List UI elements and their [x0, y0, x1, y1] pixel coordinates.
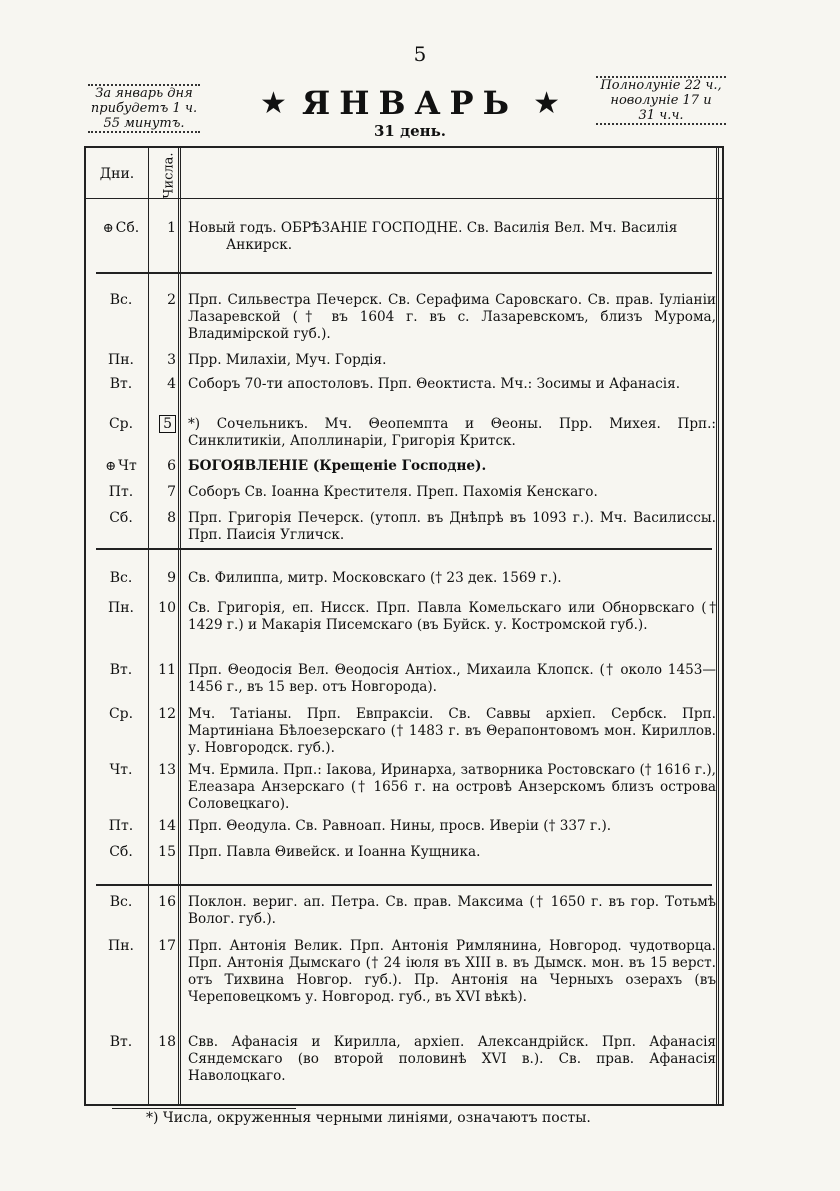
daylight-line-3: 55 минутъ. — [103, 116, 185, 131]
column-divider — [716, 148, 719, 1104]
wavy-rule-bottom — [596, 123, 726, 125]
date-number: 11 — [158, 662, 176, 678]
saints-text: Св. Филиппа, митр. Московскаго († 23 дек. 1569 г.). — [188, 570, 562, 586]
day-of-week: Сб. — [109, 510, 133, 526]
day-of-week — [94, 220, 148, 236]
date-number: 17 — [158, 938, 176, 954]
saints-text: БОГОЯВЛЕНІЕ (Крещеніе Господне). — [188, 458, 487, 474]
saints-text — [188, 220, 716, 254]
date-number: 3 — [167, 352, 176, 368]
wavy-rule-bottom — [88, 131, 200, 133]
day-of-week: Пт. — [108, 818, 134, 834]
daylight-line-1: За январь дня — [95, 86, 193, 101]
date-number: 16 — [158, 894, 176, 910]
day-of-week: Вс. — [109, 894, 133, 910]
page-number: 5 — [413, 42, 427, 66]
fast-day-number — [148, 416, 176, 432]
day-of-week: Вт. — [109, 376, 133, 392]
daylight-line-2: прибудетъ 1 ч. — [90, 101, 198, 116]
saints-text: Свв. Афанасія и Кирилла, архіеп. Александрійск. Прп. Афанасія Сяндемскаго (во второй половинѣ XVI в.). Св. прав. Афанасія Наволоцкаго. — [188, 1034, 716, 1084]
saints-line-continued: Анкирск. — [226, 237, 293, 253]
saints-text: *) Сочельникъ. Мч. Θеопемпта и Θеоны. Прр. Михея. Прп.: Синклитикіи, Аполлинаріи, Григорія Критск. — [188, 416, 716, 449]
calendar-table — [84, 146, 724, 1106]
day-of-week: Чт. — [109, 762, 133, 778]
saints-text: Соборъ 70-ти апостоловъ. Прп. Θеоктиста. Мч.: Зосимы и Афанасія. — [188, 376, 681, 392]
day-of-week: Сб. — [109, 844, 133, 860]
column-divider — [178, 148, 181, 1104]
date-number: 15 — [158, 844, 176, 860]
day-of-week: Вт. — [109, 1034, 133, 1050]
date-number: 2 — [167, 292, 176, 308]
star-icon: ★ — [259, 85, 287, 121]
saints-text: Прр. Милахіи, Муч. Гордія. — [188, 352, 387, 368]
feast-cross-icon: ⊕ — [102, 221, 114, 236]
week-rule — [96, 272, 712, 274]
date-number: 9 — [167, 570, 176, 586]
day-of-week: Вс. — [109, 570, 133, 586]
day-label: Чт — [118, 458, 137, 474]
date-number: 8 — [167, 510, 176, 526]
day-of-week: Пн. — [108, 938, 134, 954]
footnote-rule — [112, 1108, 296, 1109]
moon-line-2: новолуніе 17 и — [610, 93, 712, 108]
date-number: 13 — [158, 762, 176, 778]
day-of-week: Вт. — [109, 662, 133, 678]
saints-text: Прп. Θеодула. Св. Равноап. Нины, просв. Иверіи († 337 г.). — [188, 818, 612, 834]
saints-text: Св. Григорія, еп. Нисск. Прп. Павла Комельскаго или Обнорвскаго († 1429 г.) и Макарія Писемскаго (въ Буйск. у. Костромской губ.). — [188, 600, 716, 633]
month-title: ЯНВАРЬ — [301, 84, 519, 122]
day-of-week: Вс. — [109, 292, 133, 308]
saints-text: Соборъ Св. Іоанна Крестителя. Преп. Пахомія Кенскаго. — [188, 484, 598, 500]
numbers-column-header — [150, 154, 178, 198]
moon-line-3: 31 ч.ч. — [638, 108, 684, 123]
saints-line: Новый годъ. ОБРѢЗАНІЕ ГОСПОДНЕ. Св. Василія Вел. Мч. Василія — [188, 220, 678, 236]
day-label: Сб. — [115, 220, 140, 236]
moon-line-1: Полнолуніе 22 ч., — [600, 78, 722, 93]
date-number: 14 — [158, 818, 176, 834]
star-icon: ★ — [533, 85, 561, 121]
saints-text: Прп. Сильвестра Печерск. Св. Серафима Саровскаго. Св. прав. Іуліаніи Лазаревской († въ 1604 г. въ с. Лазаревскомъ, близъ Мурома, Владимірской губ.). — [188, 292, 716, 342]
week-rule — [96, 548, 712, 550]
date-number: 4 — [167, 376, 176, 392]
daylight-note — [84, 84, 204, 133]
saints-text: Мч. Ермила. Прп.: Іакова, Иринарха, затворника Ростовскаго († 1616 г.), Елеазара Анзерскаго († 1656 г. на островѣ Анзерскомъ близъ острова Соловецкаго). — [188, 762, 716, 812]
date-number: 5 — [159, 415, 176, 433]
saints-text: Прп. Григорія Печерск. (утопл. въ Днѣпрѣ въ 1093 г.). Мч. Василиссы. Прп. Паисія Угличск. — [188, 510, 716, 543]
days-count: 31 день. — [373, 122, 447, 140]
feast-cross-icon: ⊕ — [105, 459, 117, 474]
date-number: 18 — [158, 1034, 176, 1050]
numbers-column-label: Числа. — [161, 152, 177, 199]
day-of-week: Ср. — [108, 706, 134, 722]
saints-text: Прп. Антонія Велик. Прп. Антонія Римлянина, Новгород. чудотворца. Прп. Антонія Дымскаго († 24 іюля въ XIII в. въ Дымск. мон. въ 15 верст. отъ Тихвина Новгор. губ.). Пр. Антонія на Черныхъ озерахъ (въ Череповецкомъ у. Новгород. губ., въ XVI вѣкѣ). — [188, 938, 716, 1005]
header-rule — [86, 198, 722, 199]
week-rule — [96, 884, 712, 886]
day-of-week: Пт. — [108, 484, 134, 500]
date-number: 1 — [167, 220, 176, 236]
month-title-block — [240, 84, 580, 122]
date-number: 10 — [158, 600, 176, 616]
date-number: 12 — [158, 706, 176, 722]
saints-text: Прп. Павла Θивейск. и Іоанна Кущника. — [188, 844, 481, 860]
days-column-header: Дни. — [99, 166, 135, 182]
day-of-week: Ср. — [108, 416, 134, 432]
day-of-week — [94, 458, 148, 474]
saints-text: Поклон. вериг. ап. Петра. Св. прав. Максима († 1650 г. въ гор. Тотьмѣ Волог. губ.). — [188, 894, 716, 927]
day-of-week: Пн. — [108, 352, 134, 368]
footnote: *) Числа, окруженныя черными линіями, означаютъ посты. — [146, 1110, 591, 1126]
date-number: 7 — [167, 484, 176, 500]
saints-text: Прп. Θеодосія Вел. Θеодосія Антіох., Михаила Клопск. († около 1453—1456 г., въ 15 вер. отъ Новгорода). — [188, 662, 716, 695]
saints-text: Мч. Татіаны. Прп. Евпраксіи. Св. Саввы архіеп. Сербск. Прп. Мартиніана Бѣлоезерскаго († 1483 г. въ Θерапонтовомъ мон. Кириллов. у. Новгородск. губ.). — [188, 706, 716, 756]
moon-phase-note — [592, 76, 730, 125]
day-of-week: Пн. — [108, 600, 134, 616]
date-number: 6 — [167, 458, 176, 474]
